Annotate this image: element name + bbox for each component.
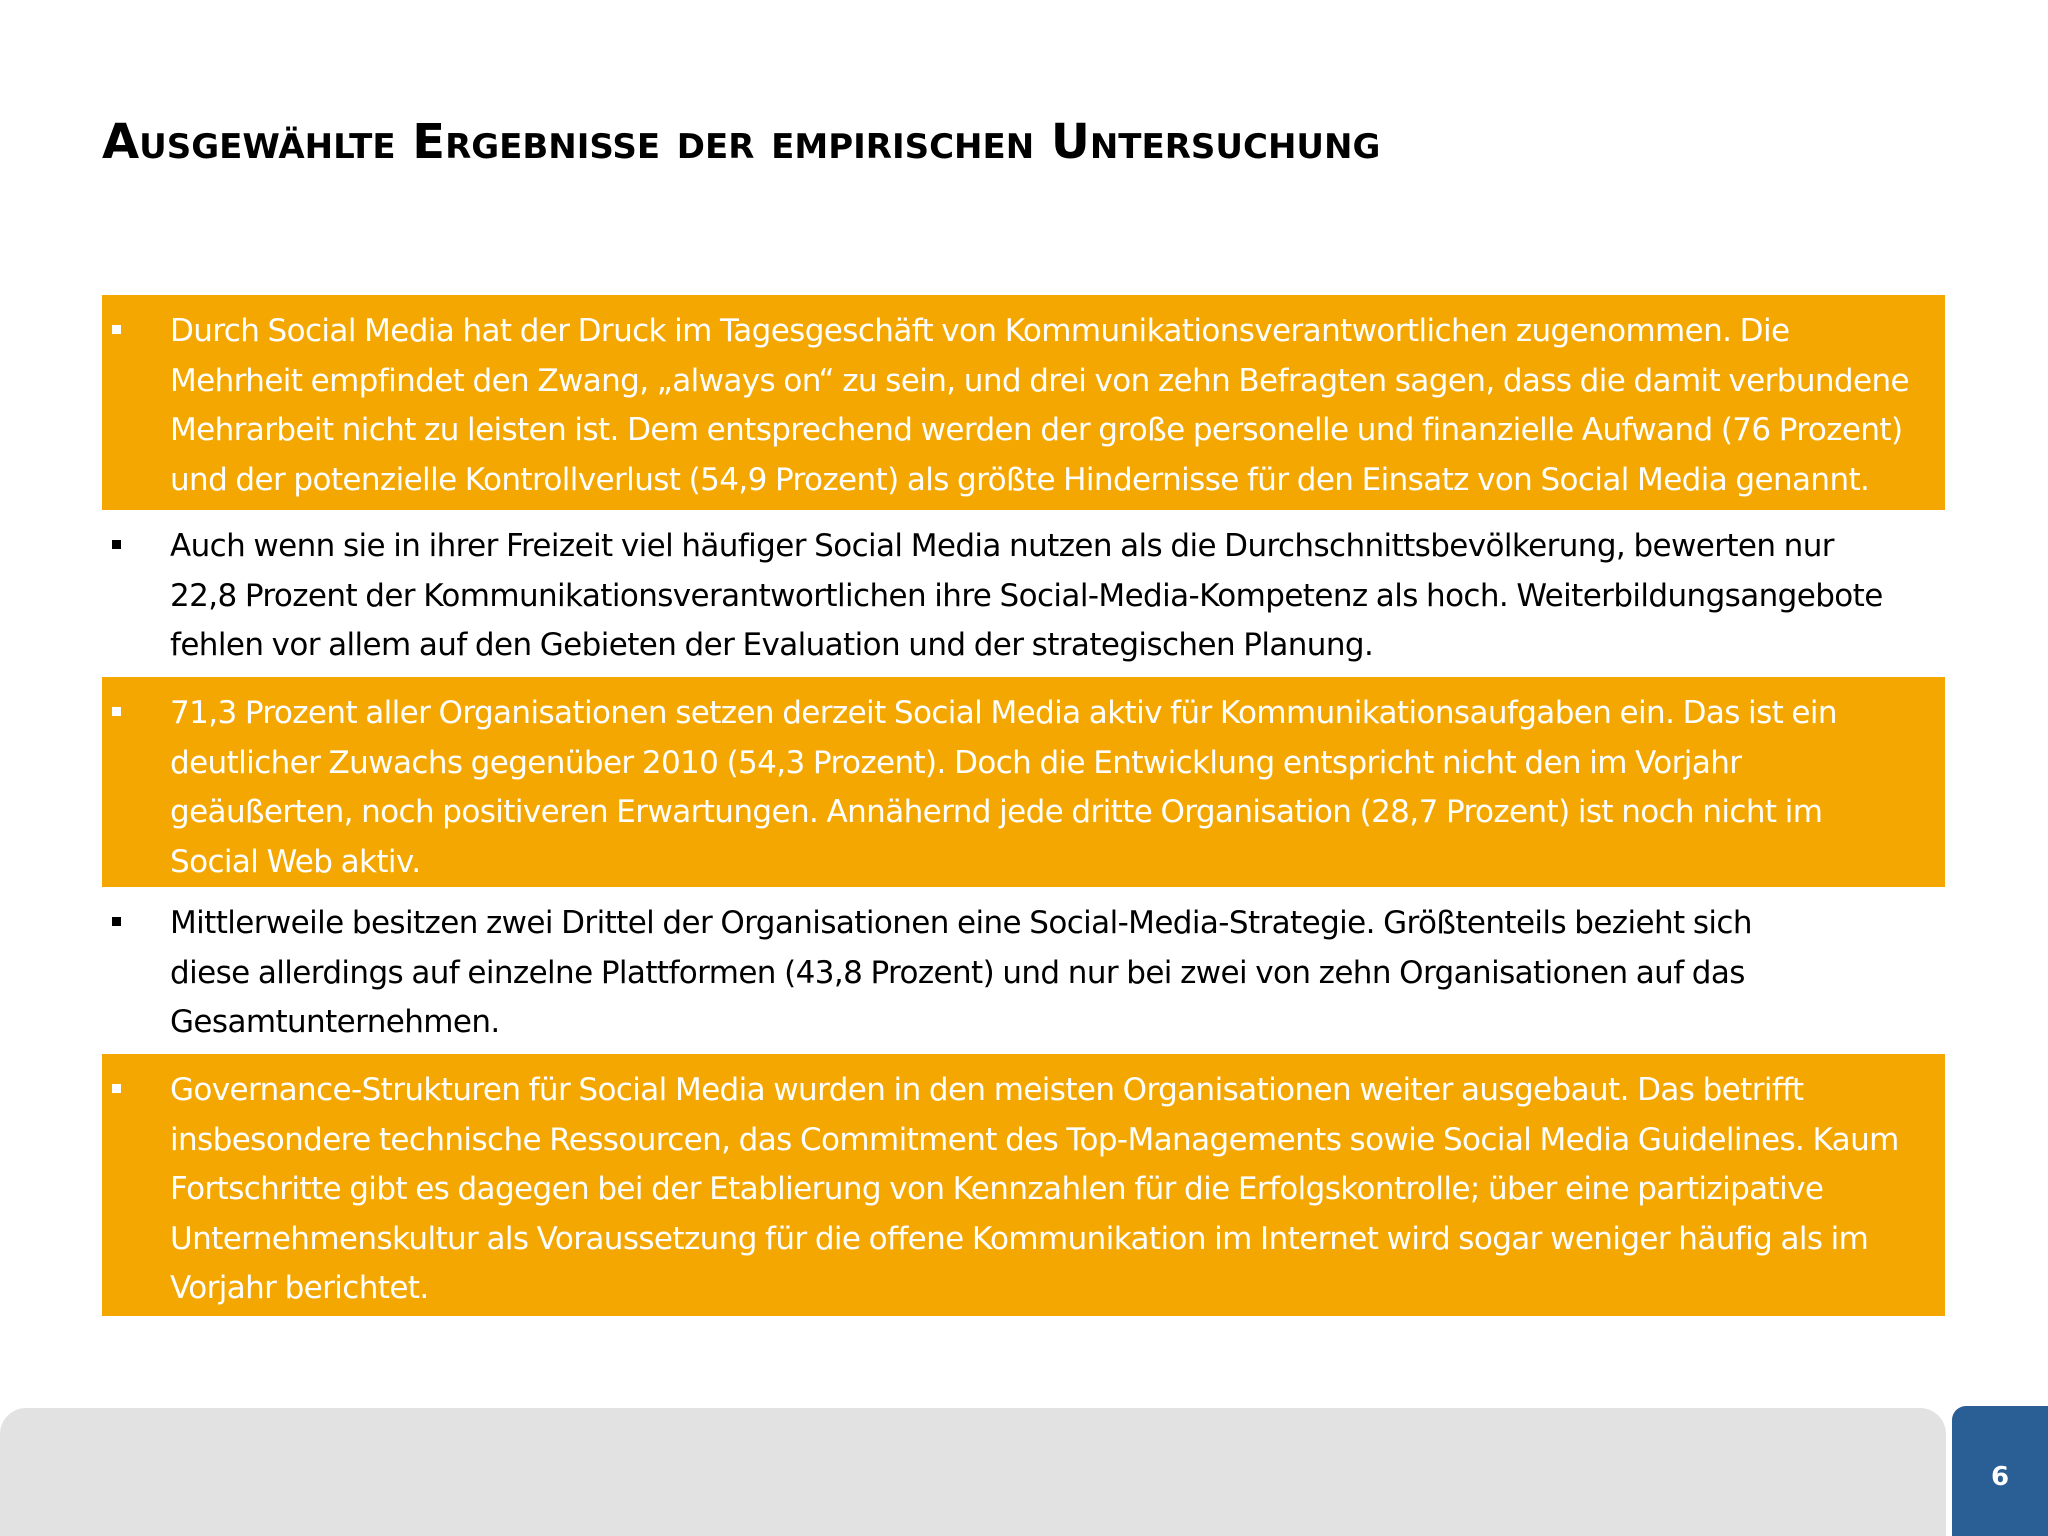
finding-item-adoption bbox=[102, 677, 1945, 887]
square-bullet-icon bbox=[112, 1084, 121, 1093]
square-bullet-icon bbox=[112, 325, 121, 334]
finding-line: Vorjahr berichtet. bbox=[170, 1270, 429, 1306]
finding-line: Social Web aktiv. bbox=[170, 843, 421, 880]
slide-title: Ausgewählte Ergebnisse der empirischen Untersuchung bbox=[102, 114, 1381, 170]
finding-line: Governance-Strukturen für Social Media wurden in den meisten Organisationen weiter ausgebaut. Das betrifft bbox=[170, 1072, 1804, 1108]
finding-text bbox=[170, 1066, 1935, 1314]
finding-line: Gesamtunternehmen. bbox=[170, 1004, 500, 1040]
finding-item-competence bbox=[102, 510, 1945, 677]
page-number: 6 bbox=[1990, 1462, 2010, 1492]
finding-line: fehlen vor allem auf den Gebieten der Evaluation und der strategischen Planung. bbox=[170, 627, 1374, 663]
finding-line: Durch Social Media hat der Druck im Tagesgeschäft von Kommunikationsverantwortlichen zugenommen. Die bbox=[170, 313, 1790, 349]
finding-line: insbesondere technische Ressourcen, das Commitment des Top-Managements sowie Social Media Guidelines. Kaum bbox=[170, 1121, 1899, 1158]
finding-line: geäußerten, noch positiveren Erwartungen. Annähernd jede dritte Organisation (28,7 Prozent) ist noch nicht im bbox=[170, 794, 1823, 830]
finding-line: Auch wenn sie in ihrer Freizeit viel häufiger Social Media nutzen als die Durchschnittsbevölkerung, bewerten nur bbox=[170, 528, 1834, 564]
finding-item-governance bbox=[102, 1054, 1945, 1316]
findings-list bbox=[102, 295, 1945, 1316]
finding-line: und der potenzielle Kontrollverlust (54,9 Prozent) als größte Hindernisse für den Einsatz von Social Media genannt. bbox=[170, 461, 1870, 498]
page-number-box bbox=[1952, 1406, 2048, 1536]
finding-line: Mehrheit empfindet den Zwang, „always on“ zu sein, und drei von zehn Befragten sagen, dass die damit verbundene bbox=[170, 362, 1909, 399]
footer-bar bbox=[0, 1408, 1946, 1536]
finding-line: deutlicher Zuwachs gegenüber 2010 (54,3 Prozent). Doch die Entwicklung entspricht nicht den im Vorjahr bbox=[170, 744, 1742, 781]
finding-text bbox=[170, 522, 1935, 671]
finding-text bbox=[170, 899, 1935, 1048]
finding-line: Mehrarbeit nicht zu leisten ist. Dem entsprechend werden der große personelle und finanzielle Aufwand (76 Prozent) bbox=[170, 412, 1903, 448]
finding-text bbox=[170, 689, 1935, 887]
finding-line: diese allerdings auf einzelne Plattformen (43,8 Prozent) und nur bei zwei von zehn Organisationen auf das bbox=[170, 954, 1745, 991]
finding-line: Fortschritte gibt es dagegen bei der Etablierung von Kennzahlen für die Erfolgskontrolle; über eine partizipative bbox=[170, 1171, 1824, 1207]
square-bullet-icon bbox=[112, 540, 121, 549]
finding-item-strategy bbox=[102, 887, 1945, 1054]
square-bullet-icon bbox=[112, 707, 121, 716]
square-bullet-icon bbox=[112, 917, 121, 926]
finding-item-pressure bbox=[102, 295, 1945, 510]
finding-line: 71,3 Prozent aller Organisationen setzen derzeit Social Media aktiv für Kommunikationsaufgaben ein. Das ist ein bbox=[170, 695, 1837, 731]
finding-line: 22,8 Prozent der Kommunikationsverantwortlichen ihre Social-Media-Kompetenz als hoch. Weiterbildungsangebote bbox=[170, 577, 1883, 614]
finding-line: Unternehmenskultur als Voraussetzung für die offene Kommunikation im Internet wird sogar weniger häufig als im bbox=[170, 1220, 1869, 1257]
finding-text bbox=[170, 307, 1935, 505]
finding-line: Mittlerweile besitzen zwei Drittel der Organisationen eine Social-Media-Strategie. Größtenteils bezieht sich bbox=[170, 905, 1752, 941]
